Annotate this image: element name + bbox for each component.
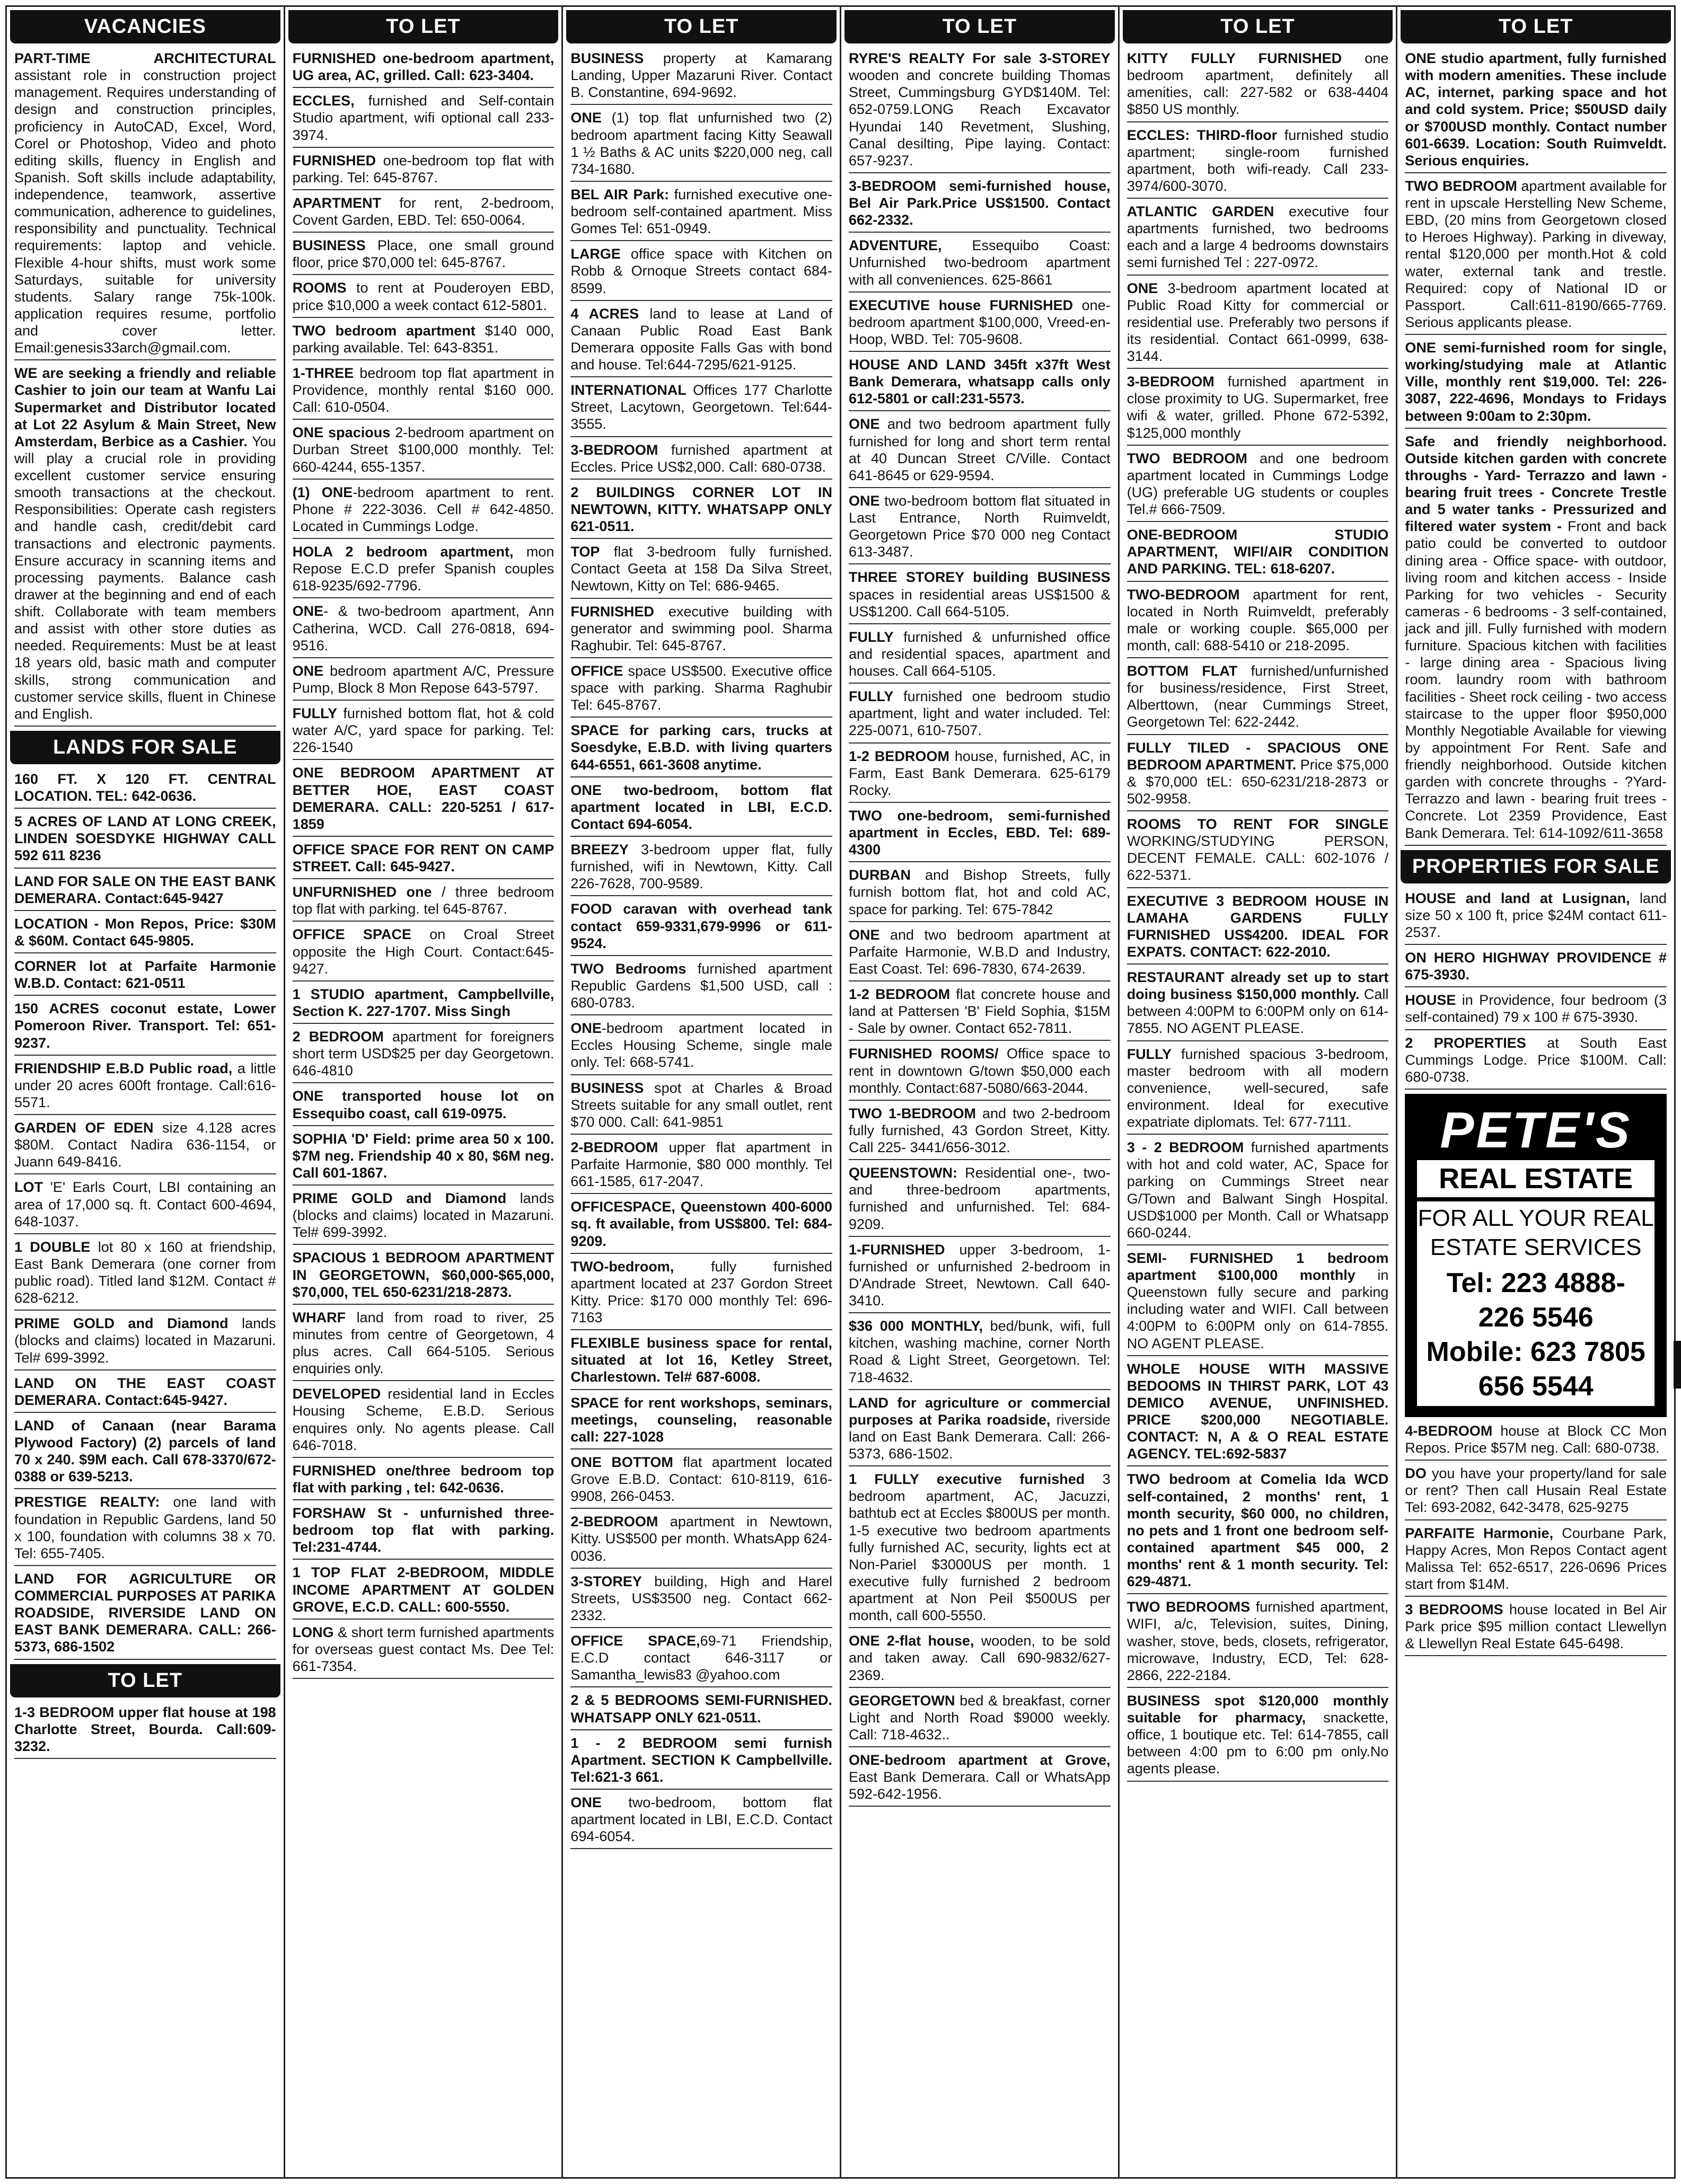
- ad-item: BUSINESS spot $120,000 monthly suitable for pharmacy, snackette, office, 1 boutique etc. Tel: 614-7855, call between 4:00 pm to 6:00 pm only.No agents please.: [1127, 1692, 1389, 1782]
- ad-item: FORSHAW St - unfurnished three-bedroom top flat with parking. Tel:231-4744.: [293, 1505, 555, 1560]
- ad-item: ONE studio apartment, fully furnished with modern amenities. These include AC, internet, parking space and hot and cold system. Price; $50USD daily or $700USD monthly. Contact number 601-6639. Location: South Ruimveldt. Serious enquiries.: [1405, 50, 1667, 173]
- petes-subtitle: REAL ESTATE: [1417, 1160, 1654, 1197]
- ad-item: ONE BOTTOM flat apartment located Grove E.B.D. Contact: 610-8119, 616-9908, 266-0453.: [570, 1454, 832, 1509]
- ad-item: BUSINESS property at Kamarang Landing, Upper Mazaruni River. Contact B. Constantine, 694-9692.: [570, 50, 832, 105]
- ad-item: BUSINESS Place, one small ground floor, price $70,000 tel: 645-8767.: [293, 237, 555, 275]
- ad-item: ONE two-bedroom bottom flat situated in Last Entrance, North Ruimveldt, Georgetown Price $70 000 neg Contact 613-3487.: [849, 492, 1111, 565]
- ad-item: WHOLE HOUSE WITH MASSIVE BEDOOMS IN THIRST PARK, LOT 43 DEMICO AVENUE, UNFINISHED. PRICE $200,000 NEGOTIABLE. CONTACT: N, A & O REAL ESTATE AGENCY. TEL:692-5837: [1127, 1360, 1389, 1467]
- ad-item: ECCLES, furnished and Self-contain Studio apartment, wifi optional call 233-3974.: [293, 92, 555, 147]
- ad-item: FURNISHED one/three bedroom top flat with parking , tel: 642-0636.: [293, 1462, 555, 1500]
- ad-item: ROOMS to rent at Pouderoyen EBD, price $10,000 a week contact 612-5801.: [293, 279, 555, 317]
- ad-item: APARTMENT for rent, 2-bedroom, Covent Garden, EBD. Tel: 650-0064.: [293, 194, 555, 233]
- ad-item: ONE- & two-bedroom apartment, Ann Catherina, WCD. Call 276-0818, 694-9516.: [293, 603, 555, 658]
- column-to-let-properties: [1397, 7, 1674, 2177]
- column-to-let-4: [1120, 7, 1398, 2177]
- ad-item: FLEXIBLE business space for rental, situated at lot 16, Ketley Street, Charlestown. Tel# 687-6008.: [570, 1334, 832, 1390]
- ad-item: TWO one-bedroom, semi-furnished apartment in Eccles, EBD. Tel: 689-4300: [849, 807, 1111, 862]
- ad-item: ONE-BEDROOM STUDIO APARTMENT, WIFI/AIR CONDITION AND PARKING. TEL: 618-6207.: [1127, 526, 1389, 581]
- ad-item: FURNISHED one-bedroom apartment, UG area, AC, grilled. Call: 623-3404.: [293, 50, 555, 88]
- ad-item: WE are seeking a friendly and reliable Cashier to join our team at Wanfu Lai Supermarket and Distributor located at Lot 22 Asylum & Main Street, New Amsterdam, Berbice as a Cashier. You will play a crucial role in providing excellent customer service ensuring smooth transactions at the checkout. Responsibilities: Operate cash registers and handle cash, credit/debit card transactions and electronic payments. Ensure accuracy in scanning items and processing payments. Balance cash drawer at the beginning and end of each shift. Collaborate with team members and assist with other store duties as needed. Requirements: Must be at least 18 years old, basic math and computer skills, strong communication and customer service skills, fluent in Chinese and English.: [14, 365, 276, 727]
- ad-item: DEVELOPED residential land in Eccles Housing Scheme, E.B.D. Serious enquires only. No agents please. Call 646-7018.: [293, 1385, 555, 1458]
- ad-item: ONE semi-furnished room for single, working/studying male at Atlantic Ville, monthly rent $19,000. Tel: 226-3087, 222-4696, Mondays to Fridays between 9:00am to 2:30pm.: [1405, 339, 1667, 429]
- ad-item: LAND FOR SALE ON THE EAST BANK DEMERARA. Contact:645-9427: [14, 873, 276, 911]
- ad-item: ONE transported house lot on Essequibo coast, call 619-0975.: [293, 1087, 555, 1126]
- ad-item: ONE 2-flat house, wooden, to be sold and taken away. Call 690-9832/627-2369.: [849, 1632, 1111, 1687]
- ad-item: ONE 3-bedroom apartment located at Public Road Kitty for commercial or residential use. Preferably two persons if its residential. Contact 661-0999, 638-3144.: [1127, 280, 1389, 369]
- ad-item: (1) ONE-bedroom apartment to rent. Phone # 222-3036. Cell # 642-4850. Located in Cummings Lodge.: [293, 484, 555, 539]
- ad-item: THREE STOREY building BUSINESS spaces in residential areas US$1500 & US$1200. Call 664-5105.: [849, 569, 1111, 624]
- ad-item: SPACE for parking cars, trucks at Soesdyke, E.B.D. with living quarters 644-6551, 661-3608 anytime.: [570, 722, 832, 777]
- ad-item: FULLY furnished & unfurnished office and residential spaces, apartment and houses. Call 664-5105.: [849, 629, 1111, 684]
- ad-item: ADVENTURE, Essequibo Coast: Unfurnished two-bedroom apartment with all conveniences. 625-8661: [849, 237, 1111, 292]
- ad-item: PRESTIGE REALTY: one land with foundation in Republic Gardens, land 50 x 100, foundation with columns 38 x 70. Tel: 655-7405.: [14, 1493, 276, 1566]
- ad-item: FULLY TILED - SPACIOUS ONE BEDROOM APARTMENT. Price $75,000 & $70,000 tEL: 650-6231/218-2873 or 502-9958.: [1127, 739, 1389, 812]
- section-header-vacancies: VACANCIES: [10, 10, 280, 43]
- ad-item: TWO BEDROOMS furnished apartment, WIFI, a/c, Television, suites, Dining, washer, stove, beds, closets, refrigerator, microwave, Industry, ECD, Tel: 628-2866, 222-2184.: [1127, 1598, 1389, 1688]
- ad-item: ONE two-bedroom, bottom flat apartment located in LBI, E.C.D. Contact 694-6054.: [570, 782, 832, 837]
- ad-item: LOCATION - Mon Repos, Price: $30M & $60M. Contact 645-9805.: [14, 915, 276, 953]
- ad-item: HOLA 2 bedroom apartment, mon Repose E.C.D prefer Spanish couples 618-9235/692-7796.: [293, 543, 555, 598]
- ad-item: PRIME GOLD and Diamond lands (blocks and claims) located in Mazaruni. Tel# 699-3992.: [14, 1315, 276, 1370]
- ad-item: TWO-bedroom, fully furnished apartment located at 237 Gordon Street Kitty. Price: $170 000 monthly Tel: 696-7163: [570, 1258, 832, 1331]
- section-header-to-let: TO LET: [288, 10, 559, 43]
- ad-item: DURBAN and Bishop Streets, fully furnish bottom flat, hot and cold AC, space for parking. Tel: 675-7842: [849, 866, 1111, 922]
- ad-item: UNFURNISHED one / three bedroom top flat with parking. tel 645-8767.: [293, 883, 555, 922]
- ad-item: TOP flat 3-bedroom fully furnished. Contact Geeta at 158 Da Silva Street, Newtown, Kitty on Tel: 686-9465.: [570, 543, 832, 598]
- ad-item: FURNISHED ROOMS/ Office space to rent in downtown G/town $50,000 each monthly. Contact:687-5080/663-2044.: [849, 1045, 1111, 1100]
- ad-item: Safe and friendly neighborhood. Outside kitchen garden with concrete throughs - Yard- Terrazzo and lawn - bearing fruit trees - Concrete Trestle and 5 water tanks - Pressurized and filtered water system - Front and back patio could be converted to outdoor dining area - Office space- with outdoor, living room and kitchen access - Inside Parking for two vehicles - Security cameras - 6 bedrooms - 3 self-contained, jack and jill. Fully furnished with modern furniture. Spacious kitchen with facilities - large dining area - Spacious living room. laundry room with bathroom facilities - Sheet rock ceiling - two access staircase to the upper floor $950,000 Monthly Negotiable Available for viewing by appointment For Rent. Safe and friendly neighborhood. Outside kitchen garden with concrete throughs - ?Yard- Terrazzo and lawn - bearing fruit trees - Concrete. Lot 2359 Providence, East Bank Demerara. Tel: 614-1092/611-3658: [1405, 433, 1667, 846]
- ad-item: 3-BEDROOM semi-furnished house, Bel Air Park.Price US$1500. Contact 662-2332.: [849, 178, 1111, 233]
- ad-item: TWO bedroom apartment $140 000, parking available. Tel: 643-8351.: [293, 322, 555, 360]
- ad-item: RESTAURANT already set up to start doing business $150,000 monthly. Call between 4:00PM to 6:00PM only on 614-7855. NO AGENT PLEASE.: [1127, 969, 1389, 1041]
- ad-item: LAND ON THE EAST COAST DEMERARA. Contact:645-9427.: [14, 1375, 276, 1413]
- section-header-to-let: TO LET: [10, 1664, 280, 1697]
- ad-item: HOUSE AND LAND 345ft x37ft West Bank Demerara, whatsapp calls only 612-5801 or call:231-5573.: [849, 356, 1111, 411]
- section-header-lands-for-sale: LANDS FOR SALE: [10, 731, 280, 764]
- ad-item: LAND for agriculture or commercial purposes at Parika roadside, riverside land on East Bank Demerara. Call: 266-5373, 686-1502.: [849, 1394, 1111, 1467]
- ad-item: DO you have your property/land for sale or rent? Then call Husain Real Estate Tel: 693-2082, 642-3478, 625-9275: [1405, 1465, 1667, 1520]
- ad-item: 3 - 2 BEDROOM furnished apartments with hot and cold water, AC, Space for parking on Cummings Street near G/Town and Balwant Singh Hospital. USD$1000 per Month. Call or Whatsapp 660-0244.: [1127, 1139, 1389, 1245]
- ad-item: PART-TIME ARCHITECTURAL assistant role in construction project management. Requires understanding of design and construction principles, proficiency in AutoCAD, Excel, Word, Corel or Photoshop, Video and photo editing skills, fluency in English and Spanish. Soft skills include adaptability, independence, teamwork, assertive communication, adherence to guidelines, responsibility and punctuality. Technical requirements: laptop and vehicle. Flexible 4-hour shifts, must work some Saturdays, suitable for university students. Salary range 75k-100k. application requires resume, portfolio and cover letter. Email:genesis33arch@gmail.com.: [14, 50, 276, 360]
- ad-item: ROOMS TO RENT FOR SINGLE WORKING/STUDYING PERSON, DECENT FEMALE. CALL: 602-1076 / 622-5371.: [1127, 816, 1389, 888]
- page-edge-tab: [1674, 1341, 1681, 1389]
- ad-item: TWO Bedrooms furnished apartment Republic Gardens $1,500 USD, call : 680-0783.: [570, 960, 832, 1015]
- ad-item: ONE two-bedroom, bottom flat apartment located in LBI, E.C.D. Contact 694-6054.: [570, 1794, 832, 1849]
- section-header-to-let: TO LET: [566, 10, 837, 43]
- ad-item: GEORGETOWN bed & breakfast, corner Light and North Road $9000 weekly. Call: 718-4632..: [849, 1692, 1111, 1747]
- ad-item: OFFICE SPACE FOR RENT ON CAMP STREET. Call: 645-9427.: [293, 841, 555, 879]
- ad-item: GARDEN OF EDEN size 4.128 acres $80M. Contact Nadira 636-1154, or Juann 649-8416.: [14, 1119, 276, 1174]
- section-header-to-let: TO LET: [1401, 10, 1671, 43]
- ad-item: LAND FOR AGRICULTURE OR COMMERCIAL PURPOSES AT PARIKA ROADSIDE, RIVERSIDE LAND ON EAST BANK DEMERARA. CALL: 266-5373, 686-1502: [14, 1570, 276, 1660]
- ad-item: 2 BUILDINGS CORNER LOT IN NEWTOWN, KITTY. WHATSAPP ONLY 621-0511.: [570, 484, 832, 539]
- ad-item: TWO 1-BEDROOM and two 2-bedroom fully furnished, 43 Gordon Street, Kitty. Call 225- 3441/656-3012.: [849, 1105, 1111, 1160]
- ad-item: ECCLES: THIRD-floor furnished studio apartment; single-room furnished apartment, both wifi-ready. Call 233-3974/600-3070.: [1127, 127, 1389, 199]
- ad-item: 1-FURNISHED upper 3-bedroom, 1-furnished or unfurnished 2-bedroom in D'Andrade Street, Newtown. Call 640-3410.: [849, 1241, 1111, 1314]
- ad-item: ATLANTIC GARDEN executive four apartments furnished, two bedrooms each and a large 4 bedrooms downstairs semi furnished Tel : 227-0972.: [1127, 203, 1389, 276]
- ad-item: ONE and two bedroom apartment at Parfaite Harmonie, W.B.D and Industry, East Coast. Tel: 696-7830, 674-2639.: [849, 926, 1111, 982]
- ad-item: 1-2 BEDROOM flat concrete house and land at Pattersen 'B' Field Sophia, $15M - Sale by owner. Contact 652-7811.: [849, 986, 1111, 1041]
- column-to-let-2: [563, 7, 841, 2177]
- section-header-to-let: TO LET: [1123, 10, 1393, 43]
- ad-item: 3-BEDROOM furnished apartment in close proximity to UG. Supermarket, free wifi & water, grilled. Phone 672-5392, $125,000 monthly: [1127, 373, 1389, 446]
- ad-item: KITTY FULLY FURNISHED one bedroom apartment, definitely all amenities, call: 227-582 or 638-4404 $850 US monthly.: [1127, 50, 1389, 122]
- ad-item: BEL AIR Park: furnished executive one-bedroom self-contained apartment. Miss Gomes Tel: 651-0949.: [570, 186, 832, 241]
- column-to-let-1: [285, 7, 564, 2177]
- ad-item: LAND of Canaan (near Barama Plywood Factory) (2) parcels of land 70 x 240. $9M each. Call 678-3370/672-0388 or 639-5213.: [14, 1417, 276, 1490]
- ad-item: FULLY furnished spacious 3-bedroom, master bedroom with all modern convenience, well-secured, safe environment. Ideal for executive expatriate diplomats. Tel: 677-7111.: [1127, 1046, 1389, 1135]
- ad-item: 1 - 2 BEDROOM semi furnish Apartment. SECTION K Campbellville. Tel:621-3 661.: [570, 1735, 832, 1790]
- section-header-properties-for-sale: PROPERTIES FOR SALE: [1401, 850, 1671, 883]
- ad-item: $36 000 MONTHLY, bed/bunk, wifi, full kitchen, washing machine, corner North Road & Light Street, Georgetown. Tel: 718-4632.: [849, 1318, 1111, 1390]
- petes-real-estate-ad: [1405, 1094, 1667, 1417]
- ad-item: TWO BEDROOM apartment available for rent in upscale Herstelling New Scheme, EBD, (20 mins from Georgetown closed to Heroes Highway). Parking in diveway, rental $120,000 per month.Hot & cold water, external tank and trestle. Required: copy of National ID or Passport. Call:611-8190/665-7769. Serious applicants please.: [1405, 178, 1667, 335]
- classifieds-page: [5, 5, 1676, 2179]
- ad-item: 3-STOREY building, High and Harel Streets, US$3500 neg. Contact 662-2332.: [570, 1573, 832, 1628]
- ad-item: INTERNATIONAL Offices 177 Charlotte Street, Lacytown, Georgetown. Tel:644-3555.: [570, 382, 832, 437]
- ad-item: QUEENSTOWN: Residential one-, two- and three-bedroom apartments, furnished and unfurnished. Tel: 684-9209.: [849, 1164, 1111, 1237]
- ad-item: ONE (1) top flat unfurnished two (2) bedroom apartment facing Kitty Seawall 1 ½ Baths & AC units $220,000 neg, call 734-1680.: [570, 109, 832, 182]
- ad-item: SPACE for rent workshops, seminars, meetings, counseling, reasonable call: 227-1028: [570, 1394, 832, 1449]
- ad-item: 1 STUDIO apartment, Campbellville, Section K. 227-1707. Miss Singh: [293, 986, 555, 1024]
- petes-tagline: FOR ALL YOUR REAL ESTATE SERVICES: [1417, 1201, 1654, 1264]
- ad-item: SPACIOUS 1 BEDROOM APARTMENT IN GEORGETOWN, $60,000-$65,000, $70,000, TEL 650-6231/218-2873.: [293, 1249, 555, 1304]
- ad-item: EXECUTIVE house FURNISHED one-bedroom apartment $100,000, Vreed-en-Hoop, WBD. Tel: 705-9608.: [849, 297, 1111, 352]
- ad-item: OFFICESPACE, Queenstown 400-6000 sq. ft available, from US$800. Tel: 684-9209.: [570, 1198, 832, 1253]
- ad-item: 1 TOP FLAT 2-BEDROOM, MIDDLE INCOME APARTMENT AT GOLDEN GROVE, E.C.D. CALL: 600-5550.: [293, 1564, 555, 1619]
- ad-item: FULLY furnished bottom flat, hot & cold water A/C, yard space for parking. Tel: 226-1540: [293, 705, 555, 760]
- column-vacancies: [7, 7, 285, 2177]
- ad-item: BUSINESS spot at Charles & Broad Streets suitable for any small outlet, rent $70 000. Call: 641-9851: [570, 1080, 832, 1135]
- ad-item: 1 FULLY executive furnished 3 bedroom apartment, AC, Jacuzzi, bathtub ect at Eccles $800US per month. 1-5 executive two bedroom apartments fully furnished AC, security, lights ect at Non-Pariel $3000US per month. 1 executive fully furnished 2 bedroom apartment at Non Peil $500US per month, call 600-5550.: [849, 1471, 1111, 1628]
- ad-item: OFFICE space US$500. Executive office space with parking. Sharma Raghubir Tel: 645-8767.: [570, 662, 832, 718]
- ad-item: FRIENDSHIP E.B.D Public road, a little under 20 acres 600ft frontage. Call:616-5571.: [14, 1060, 276, 1115]
- ad-item: 1-3 BEDROOM upper flat house at 198 Charlotte Street, Bourda. Call:609-3232.: [14, 1704, 276, 1759]
- ad-item: OFFICE SPACE,69-71 Friendship, E.C.D contact 646-3117 or Samantha_lewis83 @yahoo.com: [570, 1632, 832, 1687]
- ad-item: ON HERO HIGHWAY PROVIDENCE # 675-3930.: [1405, 949, 1667, 987]
- ad-item: BREEZY 3-bedroom upper flat, fully furnished, wifi in Newtown, Kitty. Call 226-7628, 700-9589.: [570, 841, 832, 896]
- ad-item: 3 BEDROOMS house located in Bel Air Park price $95 million contact Llewellyn & Llewellyn Real Estate 645-6498.: [1405, 1601, 1667, 1656]
- ad-item: 2 BEDROOM apartment for foreigners short term USD$25 per day Georgetown. 646-4810: [293, 1028, 555, 1083]
- ad-item: TWO BEDROOM and one bedroom apartment located in Cummings Lodge (UG) preferable UG students or couples Tel.# 666-7509.: [1127, 450, 1389, 523]
- ad-item: 2 & 5 BEDROOMS SEMI-FURNISHED. WHATSAPP ONLY 621-0511.: [570, 1692, 832, 1730]
- ad-item: FOOD caravan with overhead tank contact 659-9331,679-9996 or 611-9524.: [570, 900, 832, 956]
- petes-phone: Tel: 223 4888- 226 5546 Mobile: 623 7805 656 5544: [1417, 1264, 1654, 1406]
- ad-item: LARGE office space with Kitchen on Robb & Ornoque Streets contact 684-8599.: [570, 245, 832, 300]
- ad-item: ONE BEDROOM APARTMENT AT BETTER HOE, EAST COAST DEMERARA. CALL: 220-5251 / 617-1859: [293, 764, 555, 837]
- ad-item: SOPHIA 'D' Field: prime area 50 x 100. $7M neg. Friendship 40 x 80, $6M neg. Call 601-1867.: [293, 1130, 555, 1186]
- ad-item: BOTTOM FLAT furnished/unfurnished for business/residence, First Street, Alberttown, (near Cummings Street, Georgetown Tel: 622-2442.: [1127, 662, 1389, 735]
- petes-logo: PETE'S: [1440, 1101, 1632, 1159]
- ad-item: TWO-BEDROOM apartment for rent, located in North Ruimveldt, preferably male or working couple. $65,000 per month, call: 688-5410 or 218-2095.: [1127, 586, 1389, 659]
- ad-item: LONG & short term furnished apartments for overseas guest contact Ms. Dee Tel: 661-7354.: [293, 1624, 555, 1679]
- ad-item: HOUSE in Providence, four bedroom (3 self-contained) 79 x 100 # 675-3930.: [1405, 992, 1667, 1030]
- ad-item: FURNISHED executive building with generator and swimming pool. Sharma Raghubir. Tel: 645-8767.: [570, 603, 832, 658]
- ad-item: ONE-bedroom apartment at Grove, East Bank Demerara. Call or WhatsApp 592-642-1956.: [849, 1752, 1111, 1807]
- ad-item: 5 ACRES OF LAND AT LONG CREEK, LINDEN SOESDYKE HIGHWAY CALL 592 611 8236: [14, 813, 276, 868]
- ad-item: LOT 'E' Earls Court, LBI containing an area of 17,000 sq. ft. Contact 600-4694, 648-1037.: [14, 1179, 276, 1234]
- ad-item: 3-BEDROOM furnished apartment at Eccles. Price US$2,000. Call: 680-0738.: [570, 441, 832, 480]
- ad-item: PRIME GOLD and Diamond lands (blocks and claims) located in Mazaruni. Tel# 699-3992.: [293, 1190, 555, 1245]
- ad-item: 1-THREE bedroom top flat apartment in Providence, monthly rental $160 000. Call: 610-0504.: [293, 365, 555, 420]
- ad-item: 150 ACRES coconut estate, Lower Pomeroon River. Transport. Tel: 651-9237.: [14, 1000, 276, 1055]
- ad-item: ONE bedroom apartment A/C, Pressure Pump, Block 8 Mon Repose 643-5797.: [293, 662, 555, 701]
- section-header-to-let: TO LET: [844, 10, 1115, 43]
- ad-item: HOUSE and land at Lusignan, land size 50 x 100 ft, price $24M contact 611-2537.: [1405, 890, 1667, 945]
- ad-item: WHARF land from road to river, 25 minutes from centre of Georgetown, 4 plus acres. Call 664-5105. Serious enquiries only.: [293, 1309, 555, 1382]
- ad-item: 2-BEDROOM apartment in Newtown, Kitty. US$500 per month. WhatsApp 624-0036.: [570, 1513, 832, 1568]
- ad-item: OFFICE SPACE on Croal Street opposite the High Court. Contact:645-9427.: [293, 926, 555, 981]
- ad-item: ONE-bedroom apartment located in Eccles Housing Scheme, single male only. Tel: 668-5741.: [570, 1020, 832, 1075]
- ad-item: 2 PROPERTIES at South East Cummings Lodge. Price $100M. Call: 680-0738.: [1405, 1034, 1667, 1090]
- ad-item: 160 FT. X 120 FT. CENTRAL LOCATION. TEL: 642-0636.: [14, 771, 276, 809]
- ad-item: EXECUTIVE 3 BEDROOM HOUSE IN LAMAHA GARDENS FULLY FURNISHED US$4200. IDEAL FOR EXPATS. CONTACT: 622-2010.: [1127, 892, 1389, 965]
- ad-item: 2-BEDROOM upper flat apartment in Parfaite Harmonie, $80 000 monthly. Tel 661-1585, 617-2047.: [570, 1139, 832, 1194]
- ad-item: FULLY furnished one bedroom studio apartment, light and water included. Tel: 225-0071, 610-7507.: [849, 688, 1111, 743]
- ad-item: SEMI- FURNISHED 1 bedroom apartment $100,000 monthly in Queenstown fully secure and parking including water and WIFI. Call between 4:00PM to 6:00PM only on 614-7855. NO AGENT PLEASE.: [1127, 1250, 1389, 1356]
- ad-item: PARFAITE Harmonie, Courbane Park, Happy Acres, Mon Repos Contact agent Malissa Tel: 652-6517, 226-0696 Prices start from $14M.: [1405, 1525, 1667, 1597]
- ad-item: ONE and two bedroom apartment fully furnished for long and short term rental at 40 Duncan Street C/Ville. Contact 641-8645 or 629-9594.: [849, 415, 1111, 488]
- ad-item: 1 DOUBLE lot 80 x 160 at friendship, East Bank Demerara (one corner from public road). Titled land $12M. Contact # 628-6212.: [14, 1239, 276, 1311]
- ad-item: 4-BEDROOM house at Block CC Mon Repos. Price $57M neg. Call: 680-0738.: [1405, 1422, 1667, 1461]
- ad-item: 1-2 BEDROOM house, furnished, AC, in Farm, East Bank Demerara. 625-6179 Rocky.: [849, 748, 1111, 803]
- ad-item: TWO bedroom at Comelia Ida WCD self-contained, 2 months' rent, 1 month security, $60 000, no children, no pets and 1 front one bedroom self-contained apartment $45 000, 2 months' rent & 1 month security. Tel: 629-4871.: [1127, 1471, 1389, 1594]
- ad-item: FURNISHED one-bedroom top flat with parking. Tel: 645-8767.: [293, 152, 555, 190]
- column-to-let-3: [841, 7, 1120, 2177]
- ad-item: 4 ACRES land to lease at Land of Canaan Public Road East Bank Demerara opposite Falls Gas with bond and house. Tel:644-7295/621-9125.: [570, 305, 832, 378]
- ad-item: ONE spacious 2-bedroom apartment on Durban Street $100,000 monthly. Tel: 660-4244, 655-1357.: [293, 424, 555, 479]
- ad-item: CORNER lot at Parfaite Harmonie W.B.D. Contact: 621-0511: [14, 958, 276, 996]
- ad-item: RYRE'S REALTY For sale 3-STOREY wooden and concrete building Thomas Street, Cummingsburg GYD$140M. Tel: 652-0759.LONG Reach Excavator Hyundai 140 Revetment, Slushing, Canal desilting, Pipe laying. Contact: 657-9237.: [849, 50, 1111, 173]
